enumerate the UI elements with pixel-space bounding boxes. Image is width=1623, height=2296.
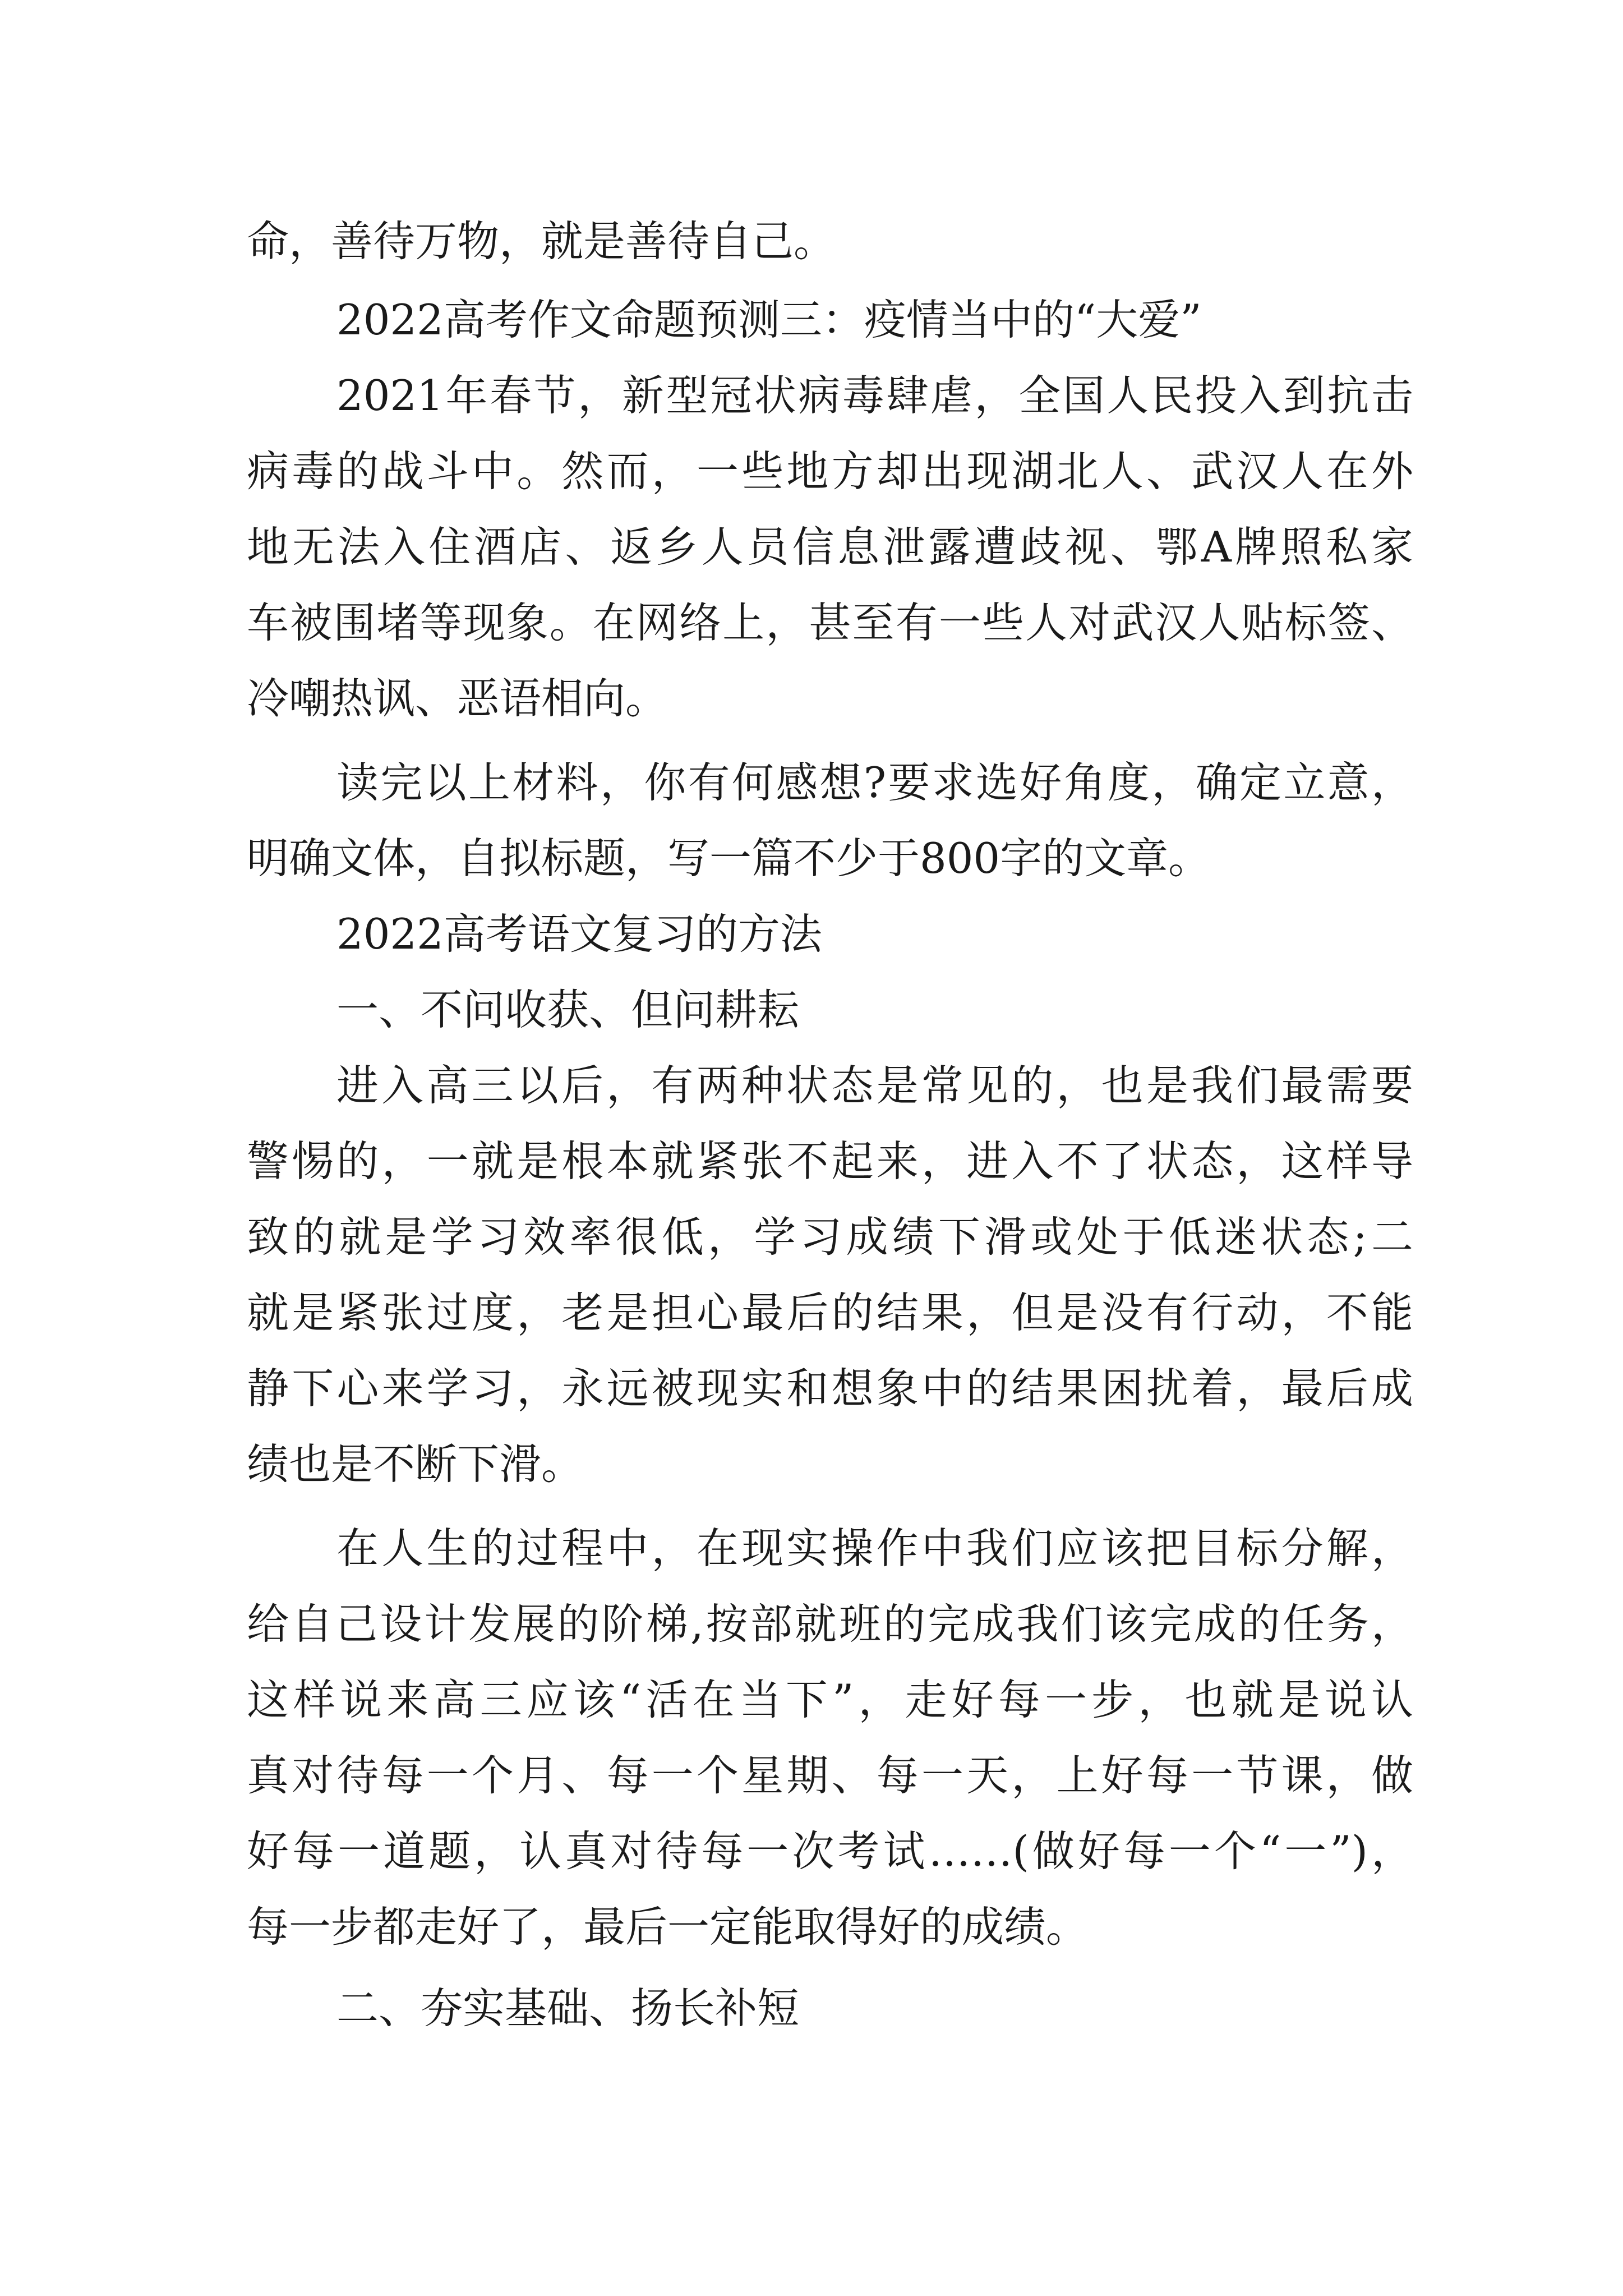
text-line: 好每一道题，认真对待每一次考试……(做好每一个“一”)， [247,1826,1413,1876]
text-line: 车被围堵等现象。在网络上，甚至有一些人对武汉人贴标签、 [247,598,1413,647]
text-line: 这样说来高三应该“活在当下”，走好每一步，也就是说认 [247,1675,1413,1724]
text-line: 就是紧张过度，老是担心最后的结果，但是没有行动，不能 [247,1288,1413,1337]
text-line: 警惕的，一就是根本就紧张不起来，进入不了状态，这样导 [247,1137,1413,1186]
text-line: 病毒的战斗中。然而，一些地方却出现湖北人、武汉人在外 [247,447,1413,496]
text-line: 静下心来学习，永远被现实和想象中的结果困扰着，最后成 [247,1364,1413,1413]
section-heading: 一、不问收获、但问耕耘 [336,985,800,1034]
text-line: 进入高三以后，有两种状态是常见的，也是我们最需要 [336,1061,1413,1110]
text-line: 给自己设计发展的阶梯,按部就班的完成我们该完成的任务， [247,1599,1413,1649]
text-line: 明确文体，自拟标题，写一篇不少于800字的文章。 [247,834,1211,883]
text-line: 绩也是不断下滑。 [247,1439,584,1489]
text-line: 在人生的过程中，在现实操作中我们应该把目标分解， [336,1524,1413,1573]
text-line: 致的就是学习效率很低，学习成绩下滑或处于低迷状态;二 [247,1212,1413,1262]
section-heading: 2022高考作文命题预测三：疫情当中的“大爱” [336,295,1202,344]
text-line: 真对待每一个月、每一个星期、每一天，上好每一节课，做 [247,1751,1413,1800]
text-line: 每一步都走好了，最后一定能取得好的成绩。 [247,1902,1089,1952]
text-line: 命，善待万物，就是善待自己。 [247,217,836,266]
text-line: 地无法入住酒店、返乡人员信息泄露遭歧视、鄂A牌照私家 [247,522,1413,572]
text-line: 冷嘲热讽、恶语相向。 [247,674,668,723]
text-line: 2021年春节，新型冠状病毒肆虐，全国人民投入到抗击 [336,371,1413,420]
section-heading: 2022高考语文复习的方法 [336,909,822,959]
section-heading: 二、夯实基础、扬长补短 [336,1984,800,2033]
text-line: 读完以上材料，你有何感想?要求选好角度，确定立意， [336,758,1413,807]
